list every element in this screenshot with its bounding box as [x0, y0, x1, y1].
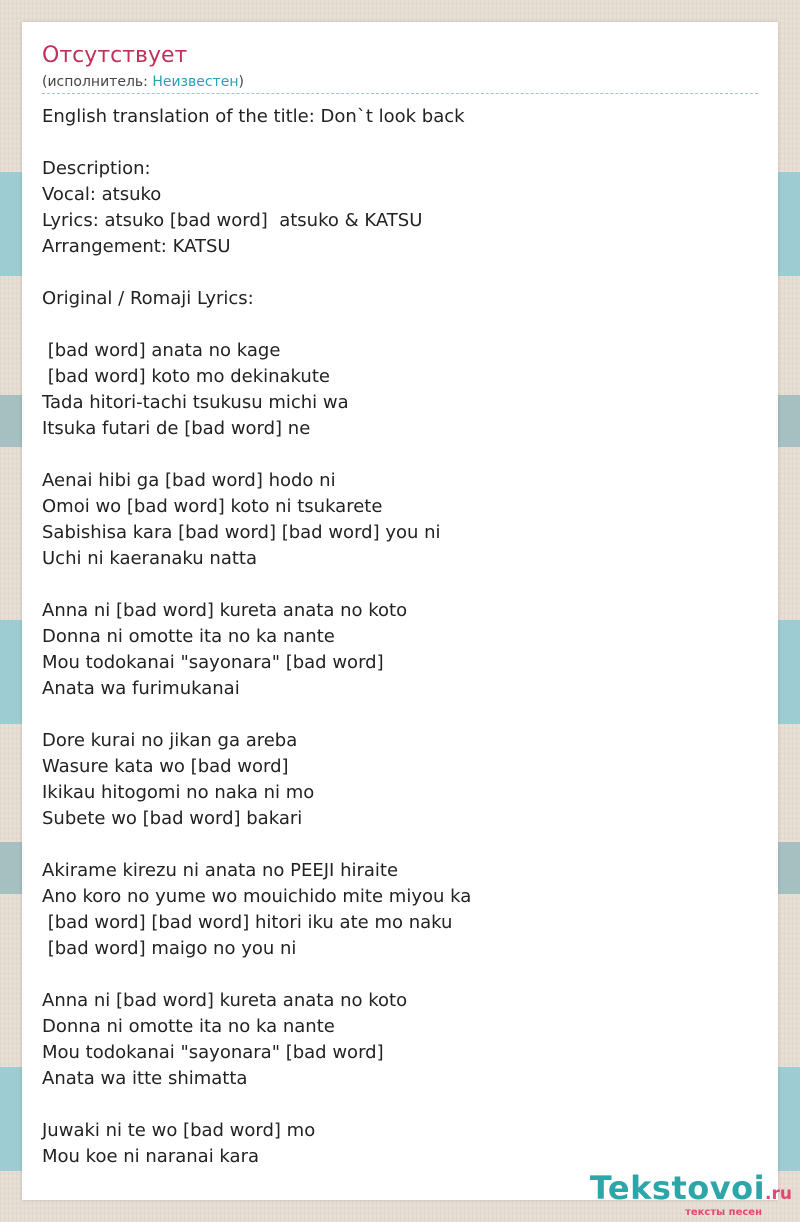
- artist-line: [42, 72, 244, 92]
- artist-prefix: (исполнитель:: [42, 74, 153, 90]
- site-logo[interactable]: [590, 1171, 792, 1218]
- artist-link[interactable]: Неизвестен: [152, 74, 239, 90]
- lyrics-text: English translation of the title: Don`t look back Description: Vocal: atsuko Lyrics: atsuko [bad word] atsuko & KATSU Arrangement: KATSU Original / Romaji Lyrics: [bad word] anata no kage [bad word] koto mo dekinakute Tada hitori-tachi tsukusu michi wa Itsuka futari de [bad word] ne Aenai hibi ga [bad word] hodo ni Omoi wo [bad word] koto ni tsukarete Sabishisa kara [bad word] [bad word] you ni Uchi ni kaeranaku natta Anna ni [bad word] kureta anata no koto Donna ni omotte ita no ka nante Mou todokanai "sayonara" [bad word] Anata wa furimukanai Dore kurai no jikan ga areba Wasure kata wo [bad word] Ikikau hitogomi no naka ni mo Subete wo [bad word] bakari Akirame kirezu ni anata no PEEJI hiraite Ano koro no yume wo mouichido mite miyou ka [bad word] [bad word] hitori iku ate mo naku [bad word] maigo no you ni Anna ni [bad word] kureta anata no koto Donna ni omotte ita no ka nante Mou todokanai "sayonara" [bad word] Anata wa itte shimatta Juwaki ni te wo [bad word] mo Mou koe ni naranai kara: [42, 106, 472, 1167]
- logo-tagline: тексты песен: [685, 1207, 762, 1218]
- logo-wordmark: [590, 1171, 792, 1211]
- title-divider: [42, 93, 758, 94]
- song-title: Отсутствует: [42, 43, 188, 68]
- artist-suffix: ): [238, 74, 244, 90]
- logo-tld: .ru: [765, 1184, 792, 1204]
- lyrics-card: [22, 22, 778, 1200]
- logo-name: Tekstovoi: [589, 1169, 766, 1207]
